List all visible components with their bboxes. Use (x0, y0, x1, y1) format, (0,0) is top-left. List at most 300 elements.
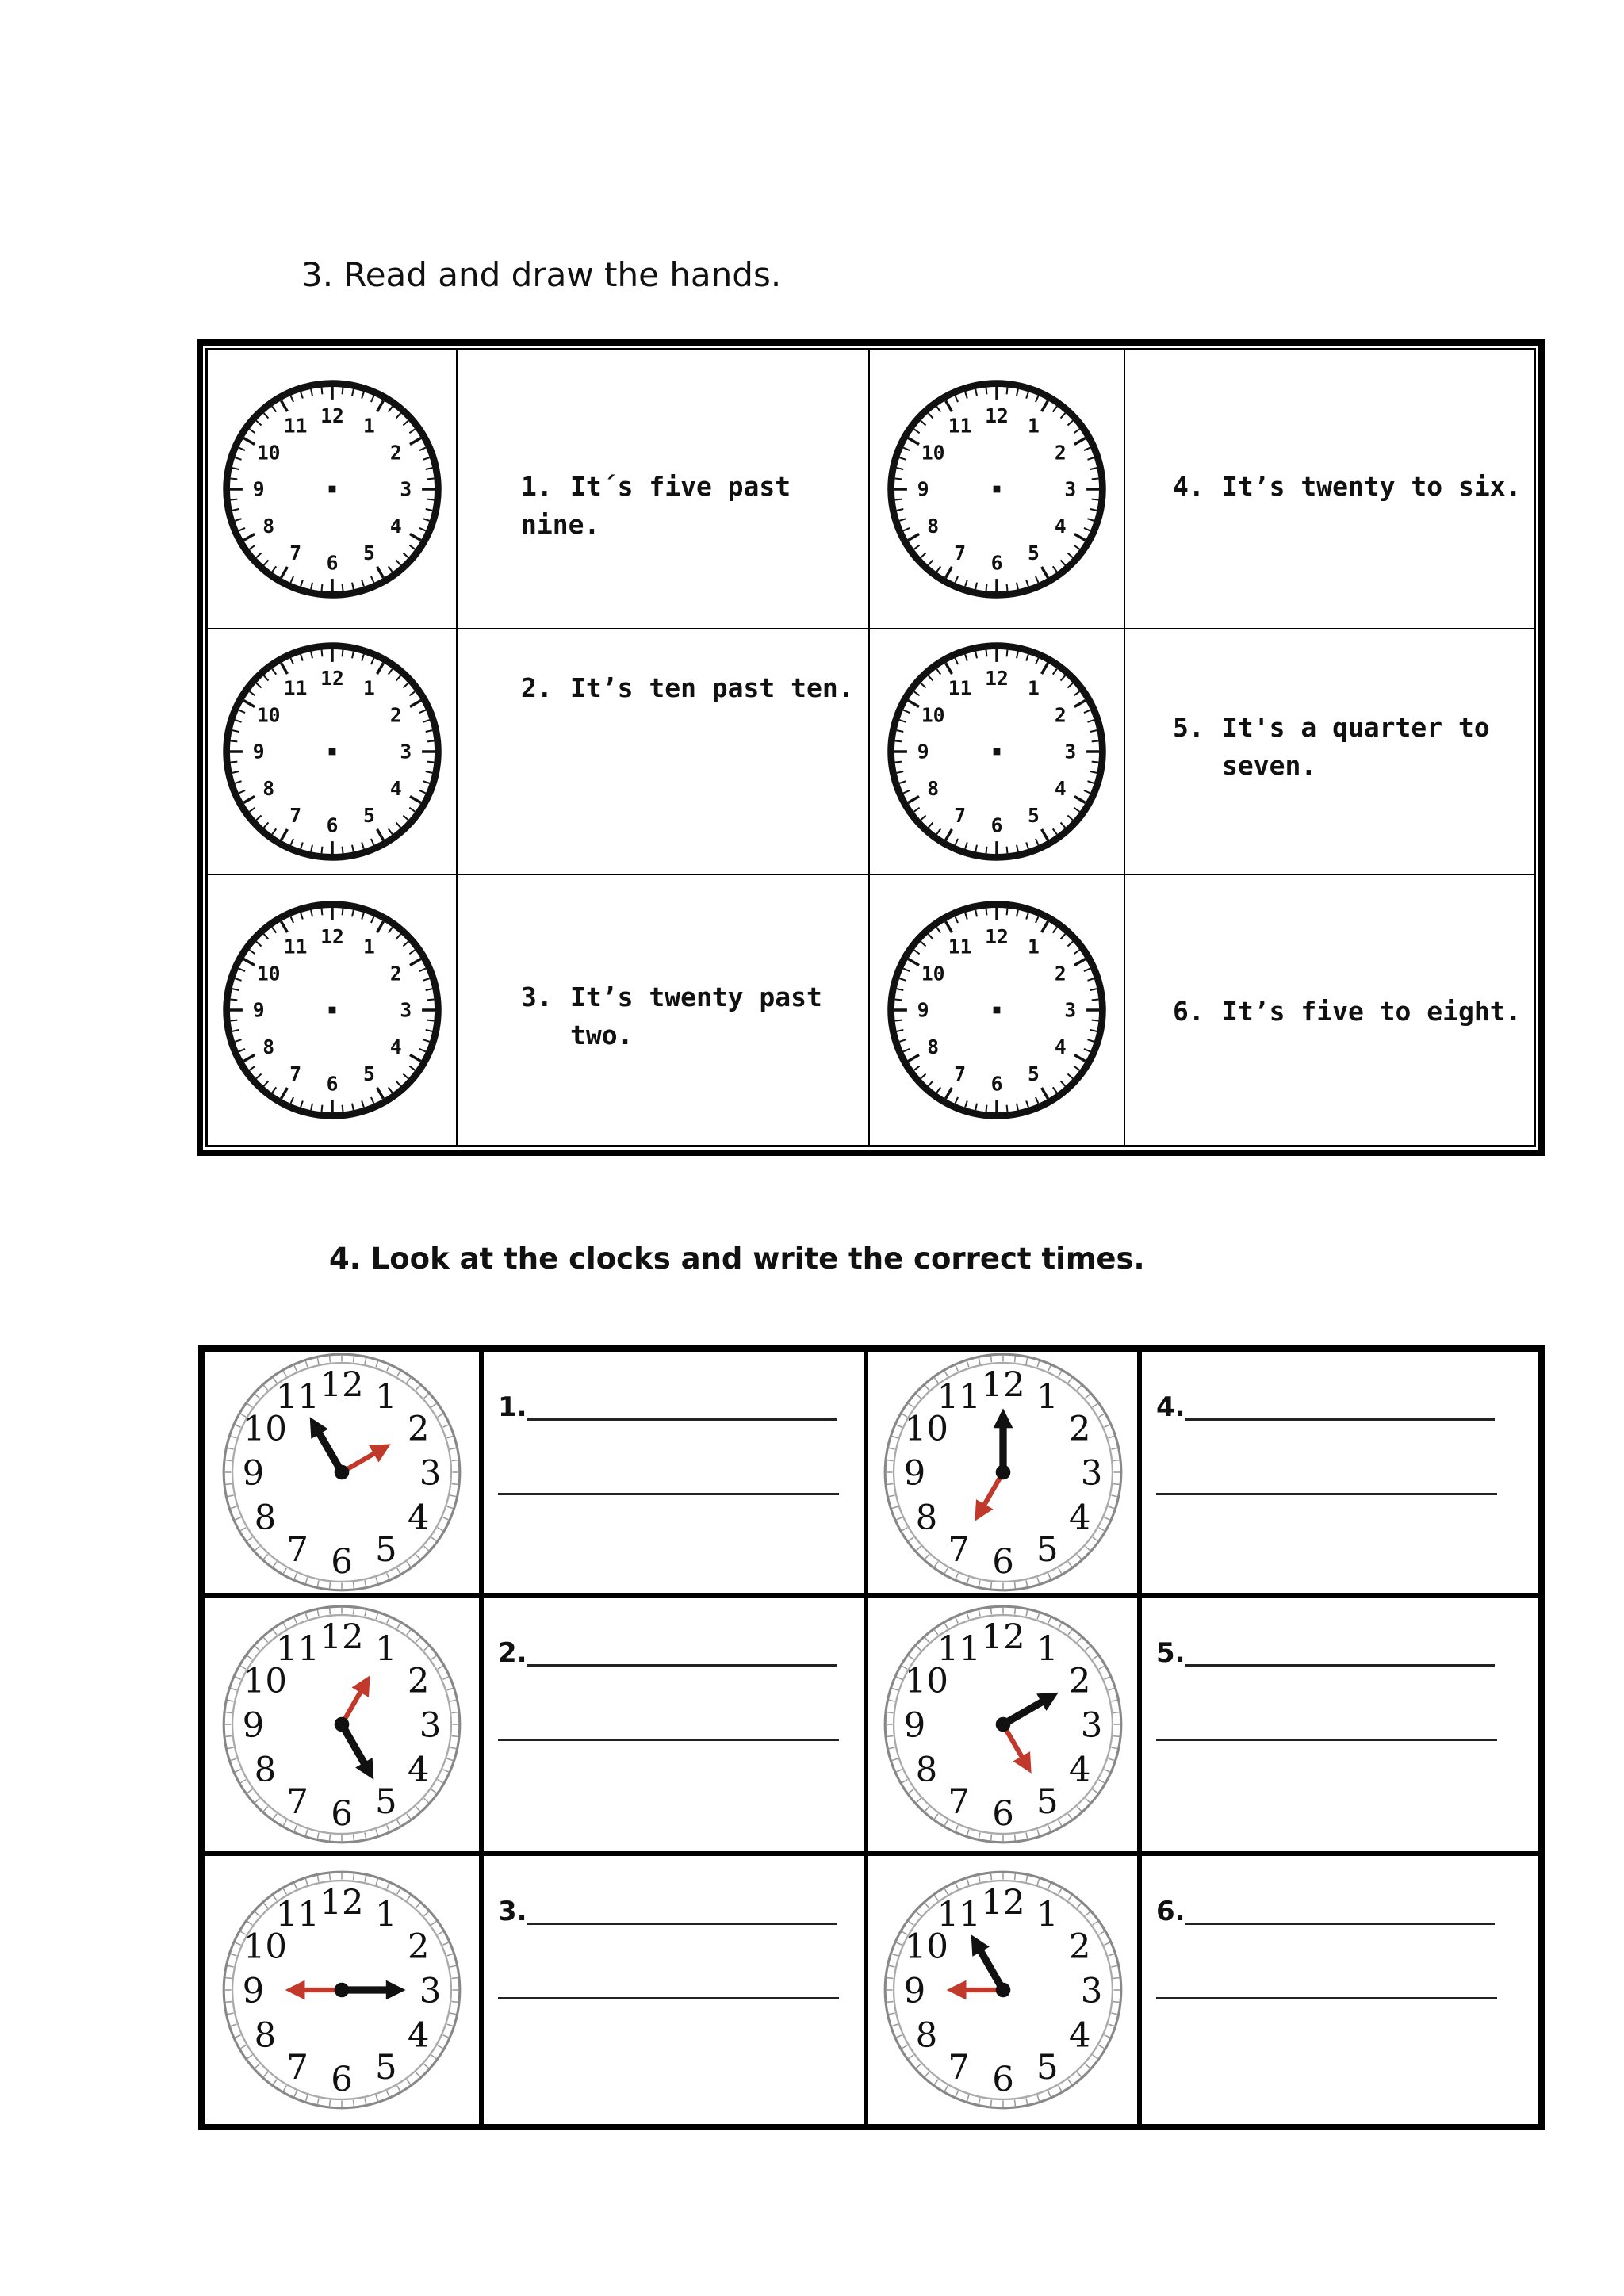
clock-tick (230, 762, 237, 763)
clock-number: 10 (921, 703, 945, 727)
clock-tick (990, 1835, 991, 1841)
clock-number: 10 (921, 441, 945, 465)
clock-tick (1113, 1978, 1119, 1979)
clock-number: 3 (419, 1971, 442, 2011)
sentence-text: It's a quarter to (1222, 712, 1490, 743)
sentence-cell (1125, 629, 1534, 875)
clock-number: 10 (256, 962, 280, 985)
clock-number: 3 (399, 998, 412, 1022)
clock-tick (887, 1736, 893, 1737)
clock-number: 8 (262, 1035, 274, 1059)
clock-number: 4 (1054, 515, 1067, 538)
clock-number: 8 (254, 1750, 277, 1790)
clock-number: 1 (374, 1628, 397, 1669)
answer-line-2[interactable] (498, 1493, 839, 1495)
clock-tick (895, 499, 902, 500)
clock-cell (868, 1856, 1142, 2124)
clock-tick (226, 1736, 232, 1737)
answer-line-1[interactable] (527, 1418, 837, 1421)
clock-tick (986, 909, 987, 916)
sentence-text-line-2: two. (570, 1020, 634, 1050)
clock-tick (226, 1712, 232, 1713)
clock-number: 6 (331, 1542, 353, 1582)
clock-number: 12 (985, 666, 1009, 690)
sentence-text: It’s twenty past (570, 982, 822, 1012)
clock-number: 4 (1068, 1498, 1090, 1538)
clock-number: 3 (1080, 1705, 1102, 1746)
blank-clock-1[interactable] (217, 374, 447, 604)
clock-tick (330, 1582, 331, 1589)
clock-number: 2 (1054, 441, 1067, 465)
sentence-text: It’s twenty to six. (1222, 471, 1522, 502)
clock-center (328, 748, 335, 756)
clock-number: 11 (948, 676, 972, 700)
sentence-number: 2. (521, 672, 553, 703)
clock-number: 3 (1064, 998, 1077, 1022)
clock-tick (986, 1105, 987, 1112)
clock-cell (868, 1598, 1142, 1856)
clock-tick (1113, 1484, 1119, 1485)
clock-number: 12 (980, 1617, 1025, 1657)
clock-number: 12 (320, 666, 344, 690)
clock-number: 4 (407, 1498, 430, 1538)
clock-number: 10 (243, 1927, 287, 1967)
clock-number: 12 (980, 1882, 1025, 1923)
clock-center (994, 486, 1001, 493)
clock-tick (1007, 847, 1008, 854)
clock-tick (452, 1712, 458, 1713)
clock-tick (330, 1874, 331, 1881)
clock-number: 9 (917, 998, 929, 1022)
clock-number: 10 (243, 1661, 287, 1701)
answer-number: 6. (1156, 1896, 1185, 1927)
clock-center (335, 1717, 350, 1732)
clock-tick (330, 1609, 331, 1615)
clock-number: 4 (389, 1035, 402, 1059)
clock-number: 12 (980, 1364, 1025, 1405)
sentence-cell (1125, 350, 1534, 629)
sentence-text: It’s ten past ten. (570, 672, 854, 703)
answer-cell (1142, 1598, 1538, 1856)
clock-number: 11 (275, 1628, 320, 1669)
clock-number: 10 (904, 1409, 948, 1449)
answer-line-1[interactable] (527, 1664, 837, 1667)
clock-tick (895, 479, 902, 480)
clock-tick (1014, 2100, 1015, 2107)
clock-number: 8 (915, 2015, 937, 2056)
clock-tick (230, 1000, 237, 1001)
sentence-cell (458, 350, 870, 629)
clock-number: 9 (917, 740, 929, 763)
answer-cell (484, 1352, 868, 1598)
clock-tick (990, 1357, 991, 1363)
sentence-2 (521, 669, 854, 707)
clock-tick (1092, 499, 1099, 500)
blank-clock-cell (208, 629, 458, 875)
answer-number: 3. (498, 1896, 527, 1927)
clock-number: 1 (1036, 1628, 1059, 1669)
clock-tick (342, 909, 343, 916)
sentence-cell (458, 629, 870, 875)
clock-number: 5 (362, 804, 375, 828)
clock-tick (342, 650, 343, 657)
clock-tick (1014, 1609, 1015, 1615)
clock-number: 7 (954, 541, 967, 565)
clock-number: 6 (990, 1072, 1003, 1096)
answer-cell (1142, 1856, 1538, 2124)
answer-number: 1. (498, 1391, 527, 1423)
clock-center (995, 1465, 1010, 1480)
answer-line-1[interactable] (1185, 1418, 1495, 1421)
blank-clock-cell (870, 629, 1125, 875)
blank-clock-cell (208, 875, 458, 1145)
clock-number: 5 (374, 1530, 397, 1571)
clock-tick (1014, 1874, 1015, 1881)
clock-tick (321, 584, 322, 591)
clock-4 (880, 1349, 1126, 1595)
clock-number: 11 (283, 935, 307, 959)
clock-tick (230, 479, 237, 480)
clock-tick (321, 1105, 322, 1112)
answer-line-2[interactable] (1156, 1739, 1497, 1741)
clock-number: 9 (903, 1971, 925, 2011)
clock-number: 10 (904, 1927, 948, 1967)
clock-number: 9 (242, 1705, 265, 1746)
clock-tick (427, 762, 434, 763)
clock-tick (1113, 1712, 1119, 1713)
clock-number: 7 (289, 1062, 301, 1086)
clock-center (994, 1007, 1001, 1014)
clock-number: 11 (948, 414, 972, 438)
clock-number: 6 (991, 1794, 1014, 1835)
clock-number: 7 (947, 1530, 970, 1571)
exercise-3-title: 3. Read and draw the hands. (301, 255, 782, 294)
clock-number: 12 (320, 1617, 364, 1657)
clock-tick (1113, 1736, 1119, 1737)
clock-2 (219, 1601, 465, 1847)
clock-number: 10 (921, 962, 945, 985)
clock-tick (321, 650, 322, 657)
clock-number: 6 (991, 1542, 1014, 1582)
clock-tick (226, 2002, 232, 2003)
clock-number: 5 (1036, 2048, 1059, 2088)
clock-cell (205, 1856, 484, 2124)
exercise-4-title: 4. Look at the clocks and write the correct times. (329, 1242, 1145, 1276)
clock-number: 11 (275, 1376, 320, 1417)
clock-number: 9 (252, 998, 265, 1022)
clock-tick (1007, 584, 1008, 591)
clock-tick (230, 499, 237, 500)
clock-number: 4 (1054, 1035, 1067, 1059)
sentence-number: 1. (521, 471, 553, 502)
clock-number: 1 (374, 1894, 397, 1934)
sentence-text: It’s five to eight. (1222, 996, 1522, 1027)
clock-number: 5 (1036, 1530, 1059, 1571)
clock-number: 1 (362, 676, 375, 700)
clock-tick (226, 1484, 232, 1485)
answer-number: 2. (498, 1637, 527, 1669)
clock-tick (452, 2002, 458, 2003)
clock-number: 1 (1027, 414, 1040, 438)
sentence-cell (1125, 875, 1534, 1145)
clock-number: 2 (407, 1409, 430, 1449)
clock-number: 11 (283, 414, 307, 438)
clock-tick (887, 1712, 893, 1713)
clock-number: 6 (326, 551, 338, 575)
clock-number: 2 (1068, 1409, 1090, 1449)
clock-number: 7 (947, 1782, 970, 1823)
clock-number: 2 (1054, 703, 1067, 727)
clock-number: 11 (936, 1894, 981, 1934)
clock-tick (1007, 650, 1008, 657)
clock-tick (321, 909, 322, 916)
sentence-1 (521, 468, 868, 544)
clock-number: 4 (407, 2015, 430, 2056)
clock-tick (330, 1835, 331, 1841)
clock-center (328, 486, 335, 493)
exercise-3-table (208, 350, 1534, 1145)
clock-number: 4 (1068, 1750, 1090, 1790)
clock-number: 2 (389, 962, 402, 985)
answer-line-2[interactable] (498, 1739, 839, 1741)
clock-tick (427, 479, 434, 480)
clock-tick (986, 650, 987, 657)
clock-number: 6 (991, 2060, 1014, 2100)
clock-number: 8 (254, 1498, 277, 1538)
clock-tick (330, 1357, 331, 1363)
clock-number: 5 (362, 1062, 375, 1086)
clock-number: 10 (256, 441, 280, 465)
clock-cell (868, 1352, 1142, 1598)
clock-number: 3 (419, 1705, 442, 1746)
clock-number: 5 (362, 541, 375, 565)
clock-tick (342, 388, 343, 395)
clock-tick (230, 1020, 237, 1021)
clock-number: 9 (903, 1705, 925, 1746)
blank-clock-cell (870, 350, 1125, 629)
answer-line-2[interactable] (498, 1997, 839, 1999)
clock-number: 8 (262, 515, 274, 538)
sentence-number: 3. (521, 982, 553, 1012)
clock-tick (1092, 741, 1099, 742)
sentence-cell (458, 875, 870, 1145)
clock-number: 8 (927, 1035, 940, 1059)
clock-tick (887, 1460, 893, 1461)
clock-number: 7 (286, 2048, 309, 2088)
clock-number: 2 (1068, 1661, 1090, 1701)
answer-number: 5. (1156, 1637, 1185, 1669)
clock-tick (1007, 1105, 1008, 1112)
clock-number: 12 (320, 1364, 364, 1405)
clock-number: 9 (242, 1453, 265, 1494)
blank-clock-cell (208, 350, 458, 629)
clock-number: 8 (262, 777, 274, 801)
clock-tick (452, 1460, 458, 1461)
clock-tick (1014, 1835, 1015, 1841)
sentence-3 (521, 978, 822, 1054)
clock-number: 11 (936, 1376, 981, 1417)
clock-number: 7 (286, 1530, 309, 1571)
clock-number: 10 (904, 1661, 948, 1701)
clock-number: 8 (254, 2015, 277, 2056)
sentence-5 (1173, 709, 1490, 785)
sentence-number: 5. (1173, 712, 1205, 743)
clock-number: 8 (927, 777, 940, 801)
clock-number: 3 (399, 740, 412, 763)
clock-3 (219, 1867, 465, 2113)
clock-number: 7 (289, 804, 301, 828)
clock-tick (990, 1609, 991, 1615)
clock-number: 1 (362, 935, 375, 959)
clock-tick (427, 741, 434, 742)
clock-number: 6 (990, 551, 1003, 575)
clock-5 (880, 1601, 1126, 1847)
clock-number: 3 (419, 1453, 442, 1494)
blank-clock-3[interactable] (217, 895, 447, 1125)
answer-line-2[interactable] (1156, 1997, 1497, 1999)
clock-number: 1 (1036, 1894, 1059, 1934)
clock-tick (895, 762, 902, 763)
clock-tick (226, 1978, 232, 1979)
clock-number: 4 (1068, 2015, 1090, 2056)
sentence-number: 6. (1173, 996, 1205, 1027)
clock-tick (990, 1582, 991, 1589)
clock-number: 5 (1036, 1782, 1059, 1823)
clock-number: 7 (289, 541, 301, 565)
clock-tick (427, 499, 434, 500)
clock-tick (1014, 1582, 1015, 1589)
clock-tick (321, 388, 322, 395)
clock-number: 2 (407, 1927, 430, 1967)
clock-number: 6 (331, 1794, 353, 1835)
sentence-text: It´s five past nine. (521, 471, 791, 540)
clock-tick (1007, 909, 1008, 916)
clock-tick (452, 1484, 458, 1485)
clock-cell (205, 1598, 484, 1856)
clock-1 (219, 1349, 465, 1595)
clock-number: 3 (399, 477, 412, 501)
clock-number: 12 (320, 404, 344, 427)
clock-number: 6 (326, 1072, 338, 1096)
clock-number: 5 (374, 2048, 397, 2088)
clock-tick (887, 1978, 893, 1979)
clock-tick (986, 388, 987, 395)
sentence-text-line-2: seven. (1222, 750, 1317, 781)
clock-tick (452, 1978, 458, 1979)
answer-cell (484, 1856, 868, 2124)
blank-clock-4[interactable] (882, 374, 1112, 604)
clock-tick (895, 741, 902, 742)
blank-clock-5[interactable] (882, 637, 1112, 867)
clock-tick (1014, 1357, 1015, 1363)
clock-number: 4 (389, 777, 402, 801)
clock-number: 2 (1054, 962, 1067, 985)
clock-number: 2 (1068, 1927, 1090, 1967)
clock-center (335, 1983, 350, 1998)
clock-number: 6 (990, 813, 1003, 837)
clock-number: 5 (1027, 1062, 1040, 1086)
clock-number: 8 (915, 1750, 937, 1790)
clock-number: 7 (286, 1782, 309, 1823)
clock-tick (230, 741, 237, 742)
clock-tick (1113, 2002, 1119, 2003)
clock-number: 2 (389, 703, 402, 727)
clock-tick (1092, 479, 1099, 480)
clock-tick (895, 1020, 902, 1021)
clock-tick (986, 847, 987, 854)
clock-number: 3 (1080, 1971, 1102, 2011)
clock-tick (427, 1020, 434, 1021)
clock-6 (880, 1867, 1126, 2113)
clock-number: 4 (407, 1750, 430, 1790)
clock-tick (887, 1484, 893, 1485)
clock-tick (1092, 1000, 1099, 1001)
clock-number: 12 (985, 924, 1009, 948)
clock-tick (452, 1736, 458, 1737)
clock-number: 8 (927, 515, 940, 538)
clock-tick (1113, 1460, 1119, 1461)
clock-number: 2 (407, 1661, 430, 1701)
clock-center (335, 1465, 350, 1480)
sentence-6 (1173, 993, 1522, 1031)
answer-line-1[interactable] (1185, 1923, 1495, 1925)
clock-number: 5 (374, 1782, 397, 1823)
clock-number: 4 (389, 515, 402, 538)
clock-tick (342, 847, 343, 854)
answer-line-1[interactable] (527, 1923, 837, 1925)
clock-tick (321, 847, 322, 854)
clock-tick (990, 1874, 991, 1881)
clock-number: 11 (283, 676, 307, 700)
sentence-4 (1173, 468, 1522, 506)
clock-number: 2 (389, 441, 402, 465)
blank-clock-cell (870, 875, 1125, 1145)
clock-number: 1 (362, 414, 375, 438)
clock-tick (1092, 1020, 1099, 1021)
clock-number: 4 (1054, 777, 1067, 801)
clock-number: 9 (242, 1971, 265, 2011)
clock-number: 8 (915, 1498, 937, 1538)
clock-cell (205, 1352, 484, 1598)
clock-number: 9 (903, 1453, 925, 1494)
answer-number: 4. (1156, 1391, 1185, 1423)
clock-number: 6 (326, 813, 338, 837)
clock-tick (887, 2002, 893, 2003)
clock-number: 11 (275, 1894, 320, 1934)
blank-clock-2[interactable] (217, 637, 447, 867)
clock-number: 12 (320, 924, 344, 948)
answer-cell (1142, 1352, 1538, 1598)
clock-number: 12 (320, 1882, 364, 1923)
clock-number: 1 (1027, 676, 1040, 700)
answer-line-2[interactable] (1156, 1493, 1497, 1495)
clock-tick (895, 1000, 902, 1001)
clock-number: 7 (947, 2048, 970, 2088)
clock-number: 6 (331, 2060, 353, 2100)
clock-tick (990, 2100, 991, 2107)
clock-tick (986, 584, 987, 591)
blank-clock-6[interactable] (882, 895, 1112, 1125)
clock-tick (342, 1105, 343, 1112)
clock-number: 3 (1080, 1453, 1102, 1494)
sentence-number: 4. (1173, 471, 1205, 502)
clock-tick (342, 584, 343, 591)
clock-number: 9 (917, 477, 929, 501)
clock-tick (1007, 388, 1008, 395)
clock-number: 11 (948, 935, 972, 959)
clock-number: 9 (252, 740, 265, 763)
answer-line-1[interactable] (1185, 1664, 1495, 1667)
